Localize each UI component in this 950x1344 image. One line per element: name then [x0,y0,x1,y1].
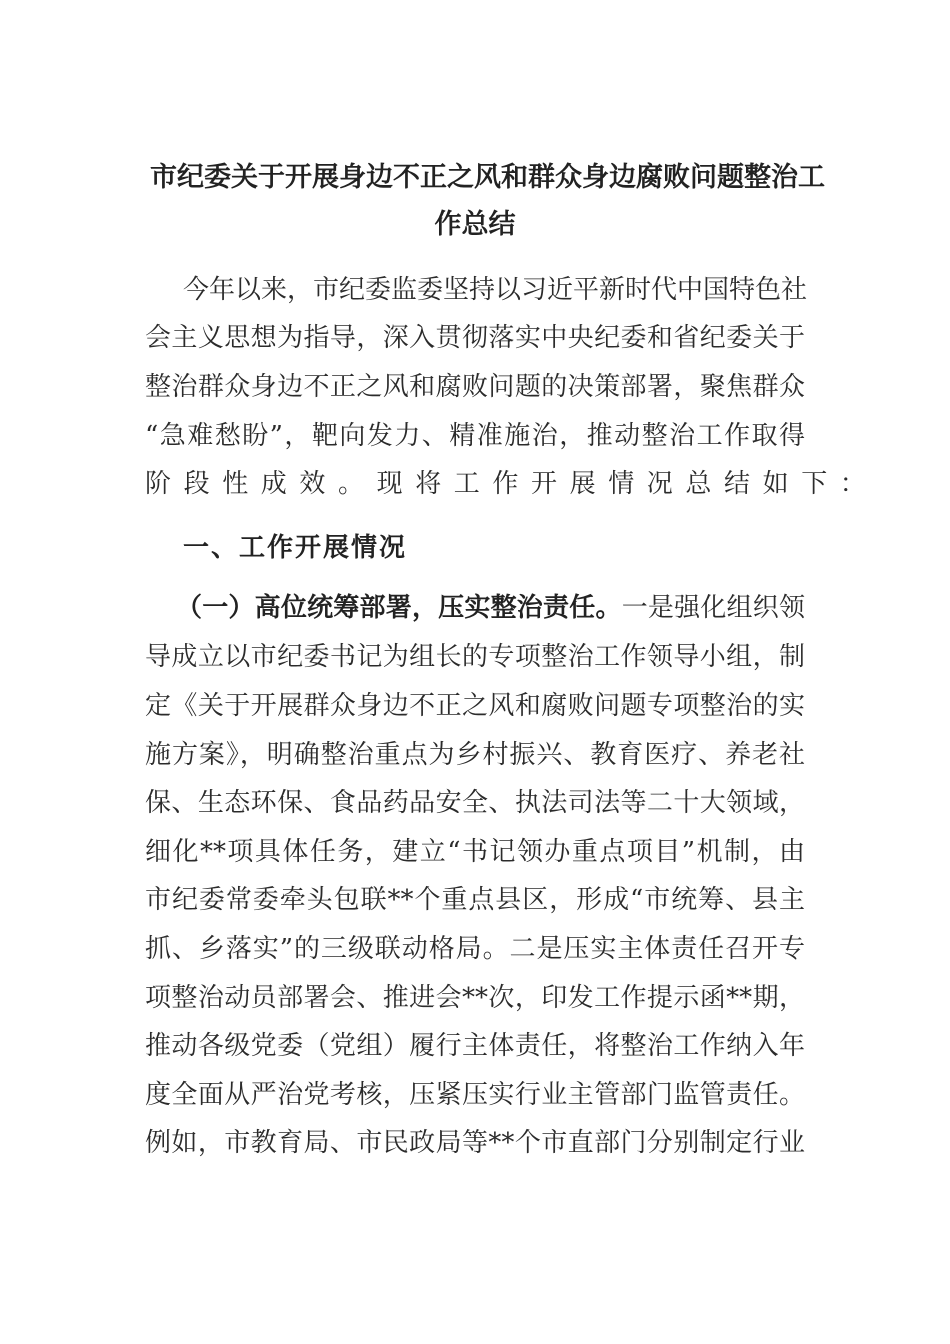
section-heading: 一、工作开展情况 [183,533,408,563]
paragraph-line: 施方案》，明确整治重点为乡村振兴、教育医疗、养老社 [145,740,805,770]
paragraph-line [176,584,805,632]
paragraph-line: 项整治动员部署会、推进会**次，印发工作提示函**期， [145,983,805,1013]
paragraph-line: 保、生态环保、食品药品安全、执法司法等二十大领域， [145,788,805,818]
subheading-bold: （一）高位统筹部署，压实整治责任。 [176,593,622,623]
paragraph-line: 抓、乡落实”的三级联动格局。二是压实主体责任召开专 [145,934,805,964]
paragraph-text: 一是强化组织领 [621,593,805,623]
document-title-line1: 市纪委关于开展身边不正之风和群众身边腐败问题整治工 [150,162,825,193]
paragraph-line: 定《关于开展群众身边不正之风和腐败问题专项整治的实 [145,691,805,721]
paragraph-line: 今年以来，市纪委监委坚持以习近平新时代中国特色社 [183,275,808,305]
document-title-line2: 作总结 [434,209,516,240]
paragraph-line: 例如，市教育局、市民政局等**个市直部门分别制定行业 [145,1128,805,1158]
paragraph-line: 细化**项具体任务，建立“书记领办重点项目”机制，由 [145,837,805,867]
paragraph-line: 阶段性成效。现将工作开展情况总结如下： [145,469,879,499]
paragraph-line: 度全面从严治党考核，压紧压实行业主管部门监管责任。 [145,1080,805,1110]
paragraph-line: 推动各级党委（党组）履行主体责任，将整治工作纳入年 [145,1031,805,1061]
paragraph-line: 会主义思想为指导，深入贯彻落实中央纪委和省纪委关于 [145,323,805,353]
paragraph-line: 市纪委常委牵头包联**个重点县区，形成“市统筹、县主 [145,885,805,915]
paragraph-line: 导成立以市纪委书记为组长的专项整治工作领导小组，制 [145,642,805,672]
paragraph-line: “急难愁盼”，靶向发力、精准施治，推动整治工作取得 [145,421,805,451]
paragraph-line: 整治群众身边不正之风和腐败问题的决策部署，聚焦群众 [145,372,805,402]
